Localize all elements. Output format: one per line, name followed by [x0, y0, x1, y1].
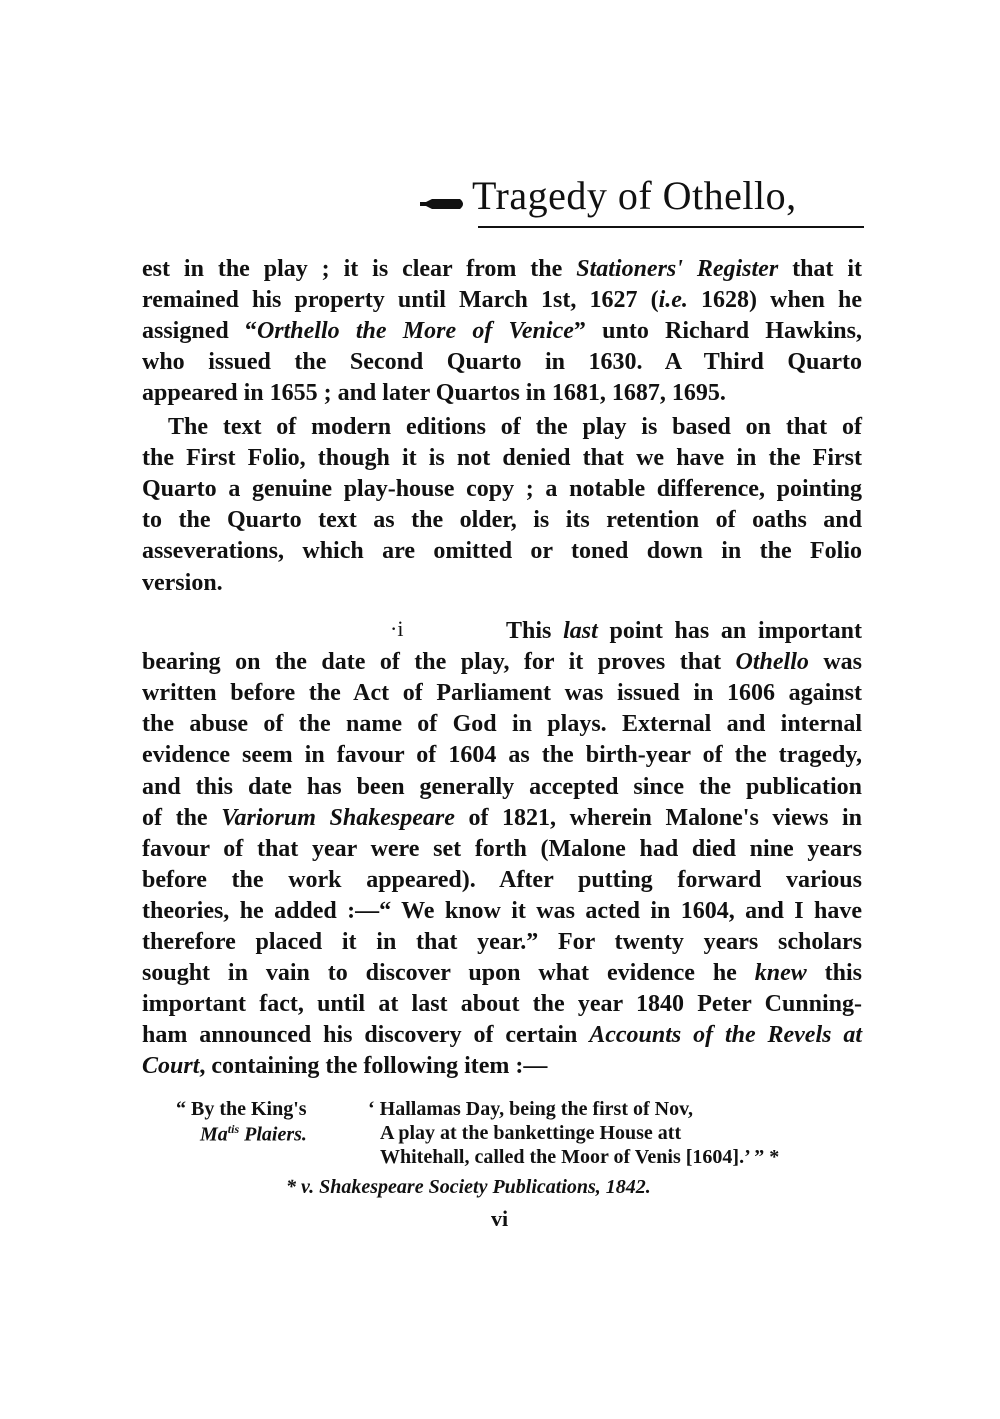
pointing-hand-icon: [420, 196, 466, 212]
text-segment: est in the play ; it is clear from the: [142, 256, 577, 282]
text-line: [142, 254, 862, 285]
text-line: [142, 443, 862, 474]
italic-segment: Stationers' Register: [576, 256, 779, 282]
running-header: [420, 172, 862, 232]
text-line: [168, 412, 862, 443]
text-segment: point has an important: [597, 618, 862, 644]
italic-segment: Court: [142, 1053, 200, 1080]
italic-segment: Variorum Shakespeare: [221, 804, 455, 831]
text-segment: to the Quarto text as the older, is its retention of oaths and: [142, 507, 862, 534]
text-segment: before the work appeared). After putting forward various: [142, 866, 862, 893]
text-segment: of the: [142, 804, 222, 831]
text-segment: the abuse of the name of God in plays. External and internal: [142, 711, 862, 738]
text-segment: ” unto Richard Hawkins,: [573, 318, 862, 345]
text-line: [142, 834, 862, 865]
text-segment: Quarto a genuine play-house copy ; a notable difference, pointing: [142, 476, 862, 503]
quote-left-line-2: $Ma^{tis}$ Plaiers.: [200, 1122, 307, 1146]
text-segment: ham announced his discovery of certain: [142, 1022, 590, 1049]
header-rule: [478, 226, 864, 228]
italic-segment: Orthello the More of Venice: [256, 318, 574, 345]
text-line: [142, 927, 862, 958]
text-segment: theories, he added :—“ We know it was acted in 1604, and I have: [142, 897, 862, 924]
text-line: [142, 740, 862, 771]
text-line: [142, 285, 862, 316]
text-line: [142, 568, 862, 599]
italic-segment: Accounts of the Revels at: [589, 1022, 862, 1049]
text-segment: important fact, until at last about the year 1840 Peter Cunning-: [142, 991, 862, 1018]
quote-right-line-2: A play at the bankettinge House att: [380, 1122, 682, 1144]
italic-segment: last: [563, 618, 598, 644]
italic-segment: Othello: [735, 649, 809, 676]
margin-marker: ·i: [390, 616, 404, 641]
text-line: [142, 536, 862, 567]
text-segment: sought in vain to discover upon what evidence he: [142, 960, 755, 987]
text-segment: the First Folio, though it is not denied that we have in the First: [142, 445, 862, 472]
text-line: [142, 709, 862, 740]
text-segment: bearing on the date of the play, for it proves that: [142, 649, 736, 676]
text-segment: who issued the Second Quarto in 1630. A Third Quarto: [142, 349, 862, 376]
text-line: [142, 505, 862, 536]
text-line: [142, 678, 862, 709]
italic-segment: i.e.: [658, 287, 688, 314]
text-segment: evidence seem in favour of 1604 as the birth-year of the tragedy,: [142, 742, 862, 769]
quote-right-line-1: ‘ Hallamas Day, being the first of Nov,: [368, 1098, 693, 1120]
text-segment: This: [506, 618, 564, 644]
quote-right-line-3: Whitehall, called the Moor of Venis [1604].’ ” *: [380, 1146, 780, 1168]
text-line: [142, 865, 862, 896]
text-line: [142, 347, 862, 378]
text-line: [142, 316, 862, 347]
text-segment: The text of modern editions of the play is based on that of: [168, 414, 862, 440]
footnote: * v. Shakespeare Society Publications, 1842.: [286, 1176, 651, 1198]
text-segment: remained his property until March 1st, 1627 (: [142, 287, 659, 314]
text-line: [142, 1051, 862, 1082]
text-line: [142, 1020, 862, 1051]
quote-left-line-1: “ By the King's: [176, 1098, 307, 1120]
text-segment: written before the Act of Parliament was issued in 1606 against: [142, 680, 862, 707]
text-segment: was: [808, 649, 863, 676]
text-segment: 1628) when he: [687, 287, 862, 314]
text-line: [142, 772, 862, 803]
text-segment: asseverations, which are omitted or toned down in the Folio: [142, 538, 862, 565]
text-line: [142, 803, 862, 834]
text-line: [142, 989, 862, 1020]
text-segment: , containing the following item :—: [199, 1053, 548, 1080]
text-segment: and this date has been generally accepted since the publication: [142, 773, 862, 800]
italic-segment: knew: [754, 960, 807, 987]
text-line: [142, 378, 862, 409]
text-segment: of 1821, wherein Malone's views in: [454, 804, 863, 831]
text-segment: therefore placed it in that year.” For twenty years scholars: [142, 929, 862, 955]
text-segment: favour of that year were set forth (Malone had died nine years: [142, 835, 862, 862]
text-line: [142, 647, 862, 678]
page-title: Tragedy of Othello,: [472, 173, 797, 218]
text-segment: that it: [778, 256, 862, 282]
text-line: [506, 616, 862, 647]
text-segment: appeared in 1655 ; and later Quartos in 1681, 1687, 1695.: [142, 380, 726, 407]
text-line: [142, 474, 862, 505]
page-number: vi: [491, 1206, 509, 1231]
text-segment: version.: [142, 569, 223, 596]
text-line: [142, 896, 862, 927]
text-line: [142, 958, 862, 989]
text-segment: this: [806, 960, 862, 987]
text-segment: assigned “: [142, 318, 257, 345]
